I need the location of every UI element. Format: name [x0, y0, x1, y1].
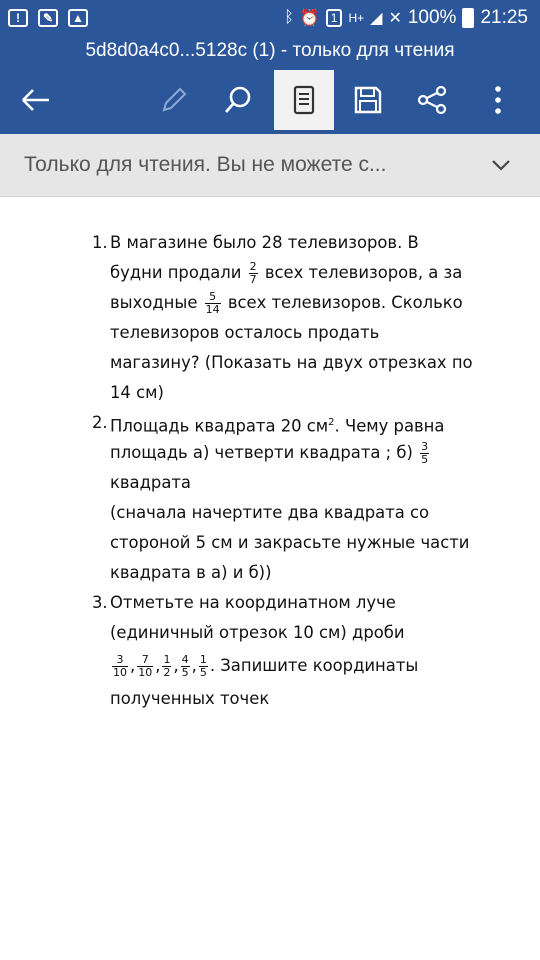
text: всех телевизоров, а за: [264, 263, 463, 282]
task-number: 3.: [92, 593, 108, 612]
separator: ,: [155, 656, 161, 675]
numerator: 7: [137, 654, 153, 667]
task-number: 2.: [92, 413, 108, 432]
denominator: 5: [421, 453, 429, 466]
battery-percent: 100%: [407, 7, 457, 28]
text-line: [110, 258, 472, 288]
text: Площадь квадрата 20 см: [110, 416, 329, 436]
text-line: [110, 648, 472, 684]
share-icon: [417, 85, 447, 115]
reading-view-button[interactable]: [274, 70, 334, 130]
text-line: [110, 288, 472, 318]
more-button[interactable]: [468, 70, 528, 130]
text-line: [110, 408, 472, 438]
text-line: 14 см): [110, 383, 164, 402]
fraction: [199, 654, 208, 679]
document-title: 5d8d0a4c0...5128c (1) - только для чтения: [0, 38, 540, 68]
text-line: (сначала начертите два квадрата со: [110, 503, 430, 522]
separator: ,: [130, 656, 136, 675]
bluetooth-icon: ᛒ: [284, 9, 294, 26]
clock: 21:25: [480, 7, 528, 28]
denominator: 14: [205, 303, 220, 316]
text: всех телевизоров. Сколько: [227, 293, 463, 312]
text-line: В магазине было 28 телевизоров. В: [110, 233, 419, 252]
search-button[interactable]: [208, 70, 268, 130]
alarm-icon: ⏰: [299, 10, 320, 27]
separator: ,: [173, 656, 179, 675]
mute-icon: ✕: [388, 10, 402, 27]
arrow-left-icon: [21, 88, 51, 112]
task-3: [92, 588, 472, 714]
numerator: 1: [163, 653, 171, 666]
status-bar: [0, 0, 540, 38]
denominator: 7: [249, 273, 257, 286]
fraction: [137, 654, 153, 679]
fraction: [181, 654, 190, 679]
text-line: квадрата: [110, 473, 191, 492]
text-line: стороной 5 см и закрасьте нужные части: [110, 533, 470, 552]
save-icon: [353, 85, 383, 115]
denominator: 5: [181, 666, 189, 679]
text: площадь а) четверти квадрата ; б): [110, 443, 413, 462]
fraction: [249, 261, 258, 286]
chevron-down-icon: [490, 154, 512, 176]
fraction: [420, 441, 429, 466]
read-only-banner[interactable]: [0, 134, 540, 197]
task-2: [92, 408, 472, 588]
text: . Чему равна: [334, 416, 445, 436]
numerator: 1: [199, 653, 207, 666]
denominator: 10: [138, 666, 153, 679]
broom-icon: ✎: [38, 9, 58, 27]
separator: ,: [191, 656, 197, 675]
text-line: телевизоров осталось продать: [110, 323, 380, 342]
numerator: 3: [421, 440, 429, 453]
text-line: Отметьте на координатном луче: [110, 593, 396, 612]
numerator: 5: [205, 291, 221, 304]
denominator: 10: [113, 666, 127, 679]
numerator: 3: [112, 654, 128, 667]
denominator: 5: [199, 666, 207, 679]
fraction-list: [110, 653, 210, 679]
pencil-icon: [160, 86, 188, 114]
text: будни продали: [110, 263, 242, 282]
superscript: 2: [328, 417, 335, 428]
denominator: 2: [163, 666, 171, 679]
text: выходные: [110, 293, 198, 312]
fraction: [112, 654, 128, 679]
alert-icon: !: [8, 9, 28, 27]
battery-icon: [462, 8, 474, 28]
numerator: 4: [181, 653, 189, 666]
toolbar: [0, 68, 540, 134]
banner-text: Только для чтения. Вы не можете с...: [24, 153, 387, 176]
task-1: [92, 228, 472, 408]
document-body: [92, 228, 472, 714]
text-line: (единичный отрезок 10 см) дроби: [110, 623, 405, 642]
signal-icon: ◢: [370, 10, 383, 27]
edit-button[interactable]: [144, 70, 204, 130]
fraction: [205, 291, 221, 316]
network-icon: H+: [348, 11, 365, 25]
notification-badge: 1: [326, 9, 343, 27]
search-icon: [223, 85, 253, 115]
numerator: 2: [249, 260, 257, 273]
fraction: [162, 654, 171, 679]
text-line: [110, 438, 472, 468]
expand-banner-button[interactable]: [490, 154, 512, 181]
task-number: 1.: [92, 233, 108, 252]
more-vertical-icon: [493, 85, 503, 115]
text-line: магазину? (Показать на двух отрезках по: [110, 353, 473, 372]
text: . Запишите координаты: [209, 656, 419, 675]
save-button[interactable]: [338, 70, 398, 130]
image-icon: ▲: [68, 9, 88, 27]
share-button[interactable]: [402, 70, 462, 130]
back-button[interactable]: [6, 70, 66, 130]
mobile-view-icon: [293, 85, 315, 115]
text-line: квадрата в а) и б)): [110, 563, 272, 582]
text-line: полученных точек: [110, 689, 270, 708]
